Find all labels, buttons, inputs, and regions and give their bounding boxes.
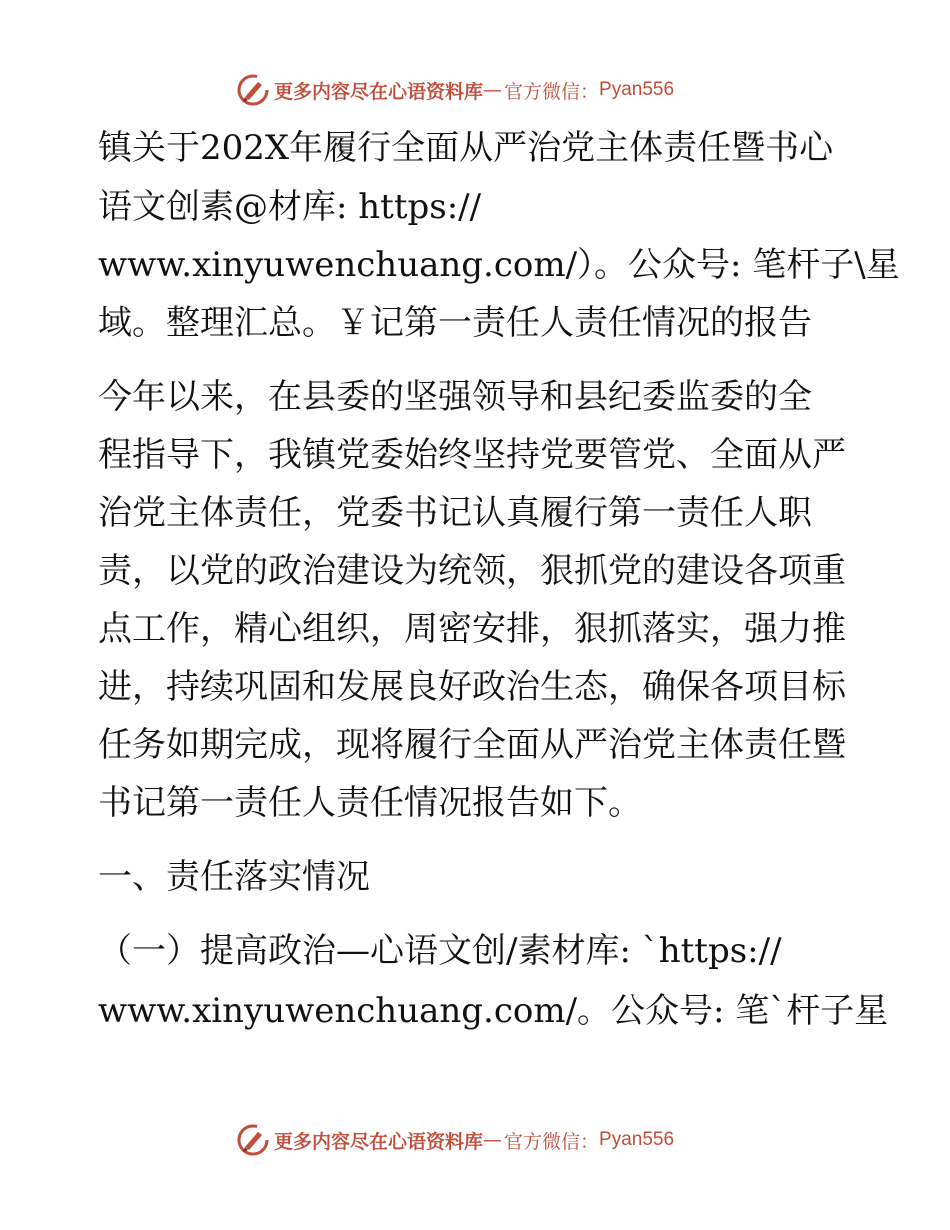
title-line: www.xinyuwenchuang.com/）。公众号: 笔杆子\星	[98, 245, 900, 285]
paragraph-line: 责，以党的政治建设为统领，狠抓党的建设各项重	[98, 551, 846, 591]
paragraph-line: 今年以来，在县委的坚强领导和县纪委监委的全	[98, 377, 812, 417]
watermark-label: 官方微信：	[504, 1130, 600, 1153]
pen-swirl-logo-icon	[236, 1123, 270, 1157]
watermark-wechat-id: Pyan556	[599, 79, 675, 100]
paragraph-line: 任务如期完成，现将履行全面从严治党主体责任暨	[98, 725, 846, 765]
subsection-line: www.xinyuwenchuang.com/。公众号: 笔`杆子星	[98, 991, 889, 1031]
watermark-wechat-id: Pyan556	[599, 1129, 675, 1150]
watermark-label: 官方微信：	[504, 80, 600, 103]
title-line: 语文创素@材库: https://	[98, 187, 482, 227]
paragraph-line: 治党主体责任，党委书记认真履行第一责任人职	[98, 493, 812, 533]
paragraph-line: 进，持续巩固和发展良好政治生态，确保各项目标	[98, 667, 846, 707]
title-line: 域。整理汇总。￥记第一责任人责任情况的报告	[98, 303, 812, 343]
header-watermark	[236, 72, 674, 108]
footer-watermark	[236, 1122, 674, 1158]
watermark-brand: 更多内容尽在心语资料库	[274, 1130, 484, 1153]
watermark-dash: —	[483, 1129, 503, 1151]
section-heading: 一、责任落实情况	[98, 857, 370, 897]
pen-swirl-logo-icon	[236, 73, 270, 107]
paragraph-line: 点工作，精心组织，周密安排，狠抓落实，强力推	[98, 609, 846, 649]
title-line: 镇关于202X年履行全面从严治党主体责任暨书心	[98, 128, 834, 168]
watermark-brand: 更多内容尽在心语资料库	[274, 80, 484, 103]
paragraph-line: 书记第一责任人责任情况报告如下。	[98, 783, 642, 823]
paragraph-line: 程指导下，我镇党委始终坚持党要管党、全面从严	[98, 435, 846, 475]
subsection-line: （一）提高政治—心语文创/素材库: `https://	[98, 931, 782, 971]
watermark-dash: —	[483, 79, 503, 101]
